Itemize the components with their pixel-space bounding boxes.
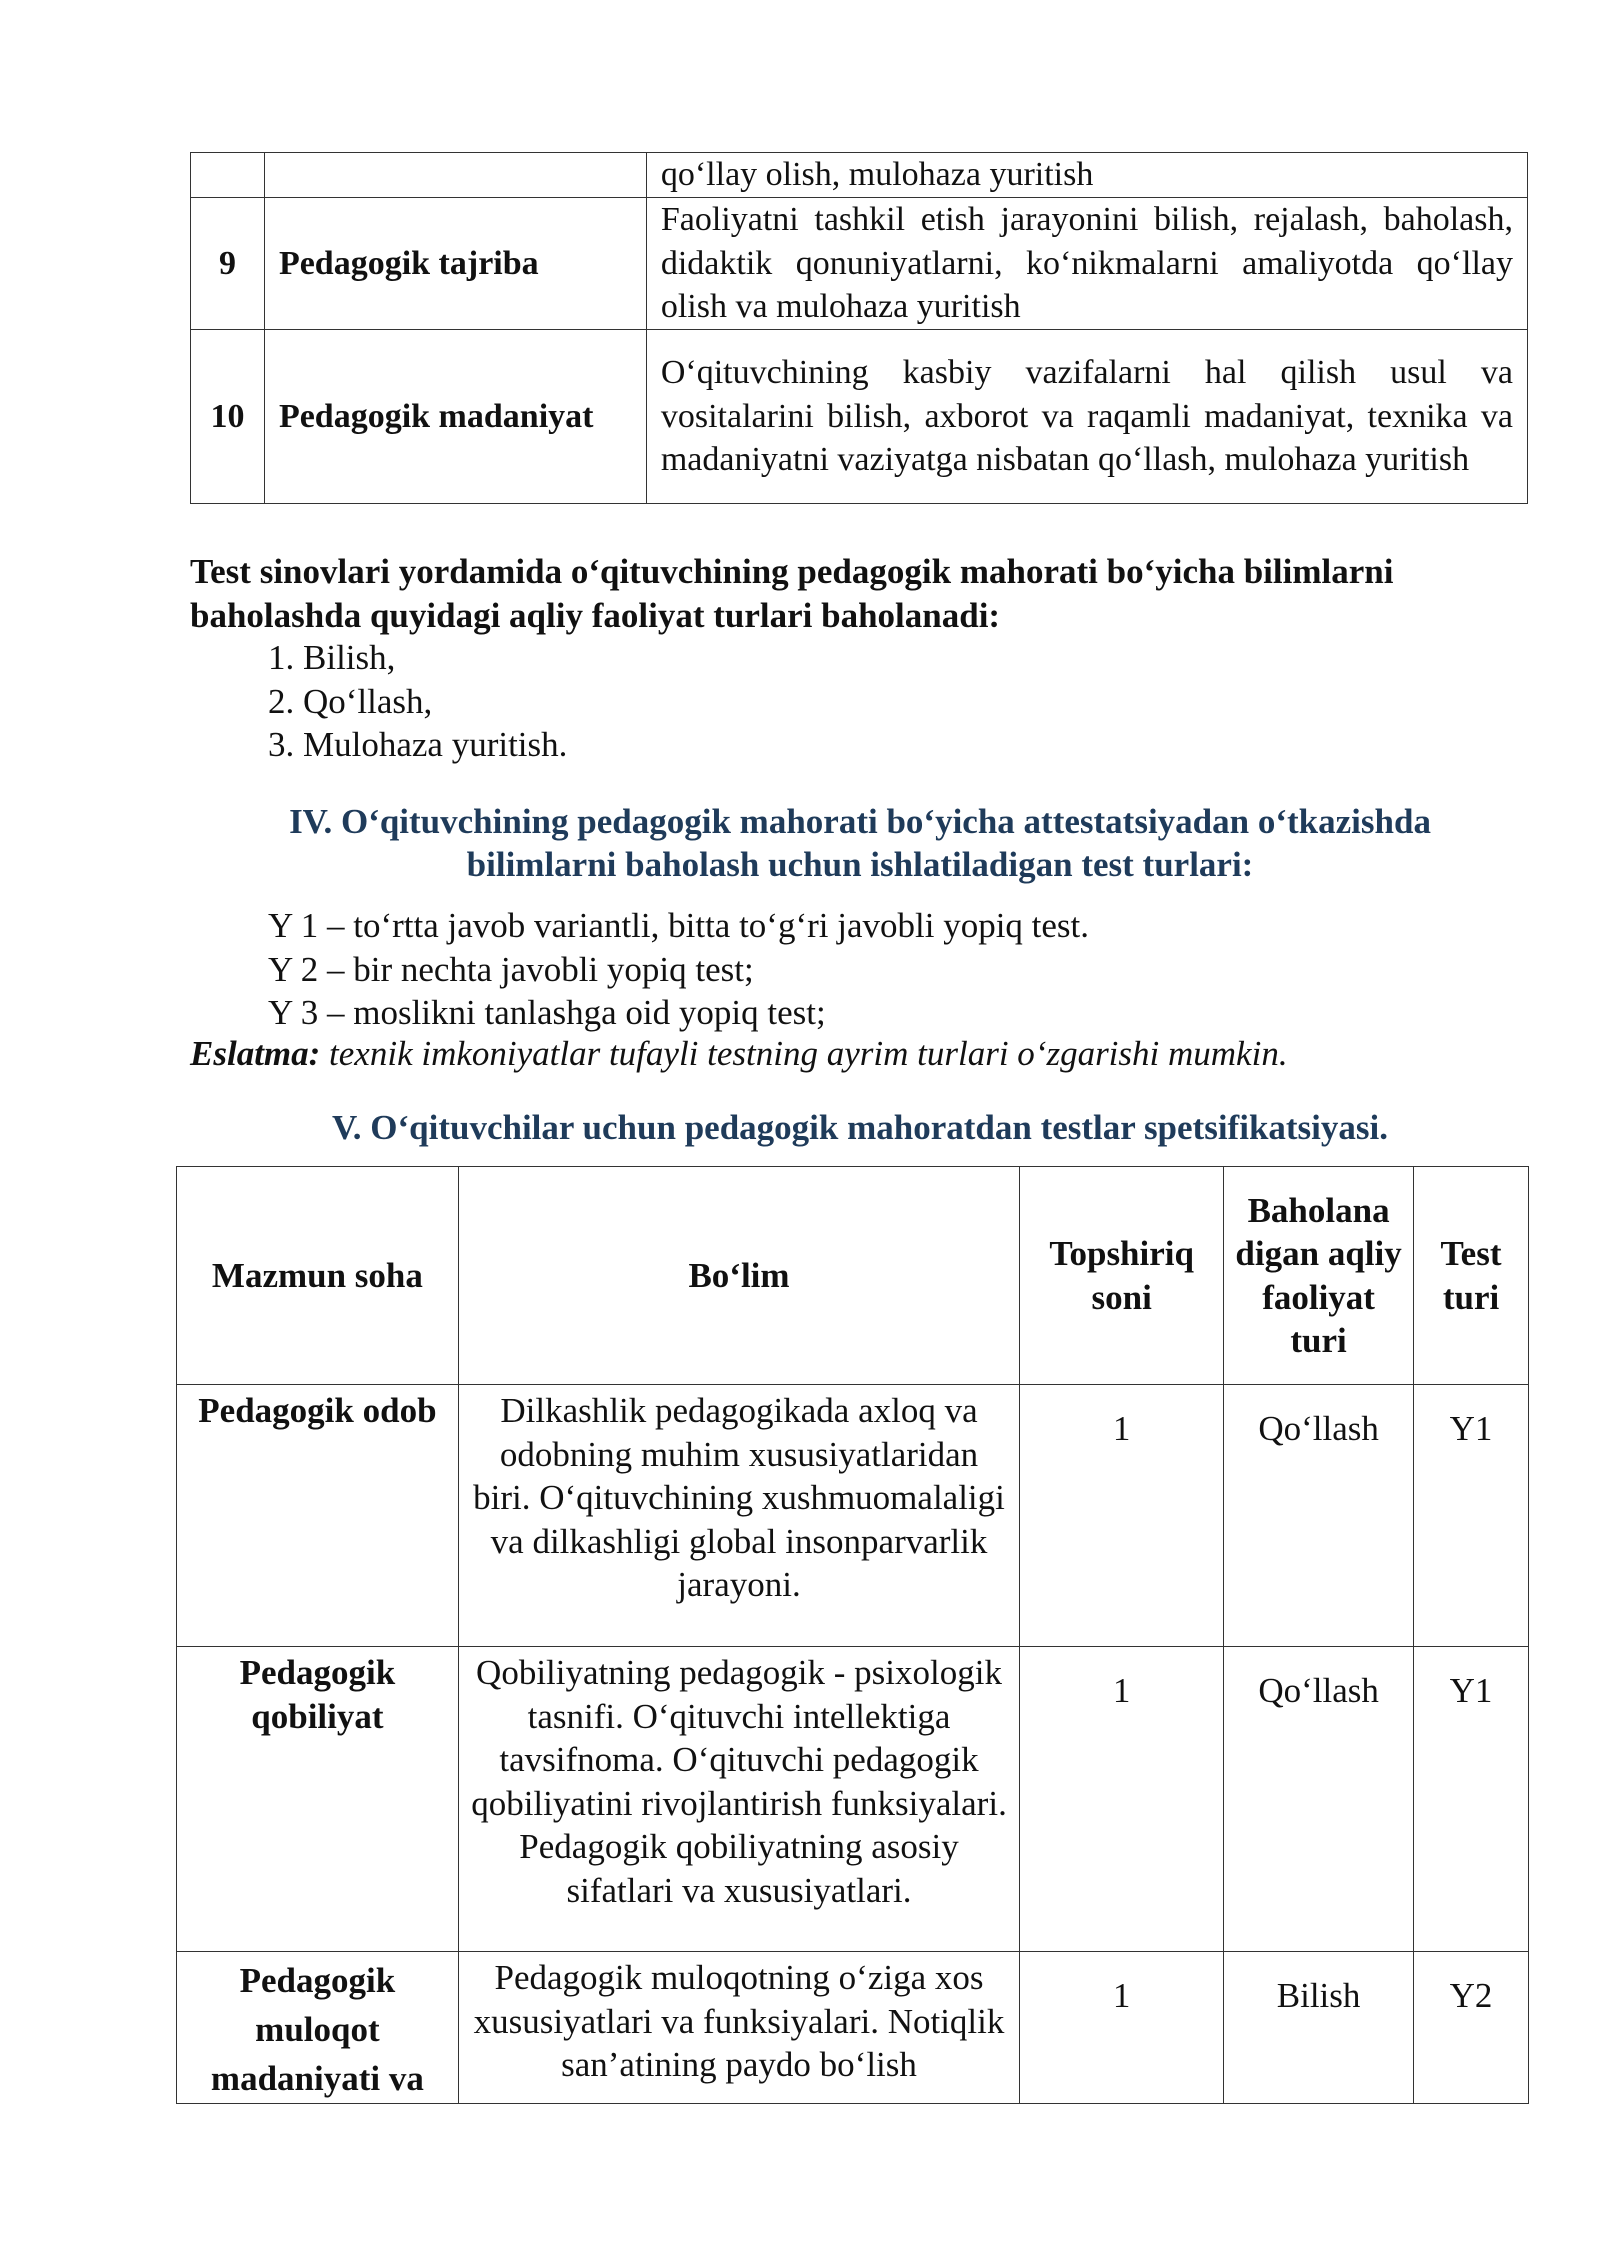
note-text: texnik imkoniyatlar tufayli testning ayrim turlari o‘zgarishi mumkin. bbox=[329, 1034, 1288, 1073]
list-item: 1. Bilish, bbox=[268, 638, 396, 677]
specification-table bbox=[176, 1166, 1529, 2104]
table-row bbox=[191, 153, 1528, 198]
test-type-cell: Y1 bbox=[1414, 1385, 1529, 1647]
area-cell: Pedagogik muloqot madaniyati va bbox=[177, 1952, 459, 2104]
test-type-list bbox=[268, 904, 1089, 1035]
row-description: qo‘llay olish, mulohaza yuritish bbox=[646, 153, 1527, 198]
intro-paragraph: Test sinovlari yordamida o‘qituvchining pedagogik mahorati bo‘yicha bilimlarni baholashda quyidagi aqliy faoliyat turlari baholanadi: bbox=[190, 552, 1394, 635]
row-name bbox=[264, 153, 646, 198]
count-cell: 1 bbox=[1020, 1952, 1224, 2104]
area-cell: Pedagogik odob bbox=[177, 1385, 459, 1647]
table-row bbox=[177, 1385, 1529, 1647]
header-test-type: Test turi bbox=[1414, 1167, 1529, 1385]
row-name: Pedagogik tajriba bbox=[264, 198, 646, 330]
row-description: O‘qituvchining kasbiy vazifalarni hal qilish usul va vositalarini bilish, axborot va raqamli madaniyat, texnika va madaniyatni vaziyatga nisbatan qo‘llash, mulohaza yuritish bbox=[646, 330, 1527, 504]
test-type-cell: Y2 bbox=[1414, 1952, 1529, 2104]
section-cell: Dilkashlik pedagogikada axloq va odobning muhim xususiyatlaridan biri. O‘qituvchining xushmuomalaligi va dilkashligi global insonparvarlik jarayoni. bbox=[458, 1385, 1019, 1647]
row-number bbox=[191, 153, 265, 198]
list-item: Y 3 – moslikni tanlashga oid yopiq test; bbox=[268, 993, 826, 1032]
section-heading-iv: IV. O‘qituvchining pedagogik mahorati bo‘yicha attestatsiyadan o‘tkazishda bilimlarni baholash uchun ishlatiladigan test turlari: bbox=[289, 802, 1431, 884]
section-heading-v: V. O‘qituvchilar uchun pedagogik mahoratdan testlar spetsifikatsiyasi. bbox=[332, 1108, 1388, 1147]
count-cell: 1 bbox=[1020, 1385, 1224, 1647]
activity-list bbox=[268, 636, 567, 767]
section-cell: Pedagogik muloqotning o‘ziga xos xususiyatlari va funksiyalari. Notiqlik san’atining paydo bo‘lish bbox=[458, 1952, 1019, 2104]
note-label: Eslatma: bbox=[190, 1034, 321, 1073]
table-row bbox=[191, 198, 1528, 330]
row-number: 9 bbox=[191, 198, 265, 330]
table-header-row bbox=[177, 1167, 1529, 1385]
test-type-cell: Y1 bbox=[1414, 1647, 1529, 1952]
list-item: 2. Qo‘llash, bbox=[268, 681, 433, 721]
table-row bbox=[177, 1952, 1529, 2104]
area-cell: Pedagogik qobiliyat bbox=[177, 1647, 459, 1952]
header-area: Mazmun soha bbox=[177, 1167, 459, 1385]
table-row bbox=[191, 330, 1528, 504]
header-section: Bo‘lim bbox=[458, 1167, 1019, 1385]
competency-table bbox=[190, 152, 1528, 504]
list-item: Y 1 – to‘rtta javob variantli, bitta to‘g‘ri javobli yopiq test. bbox=[268, 906, 1090, 945]
activity-cell: Qo‘llash bbox=[1224, 1647, 1414, 1952]
list-item: Y 2 – bir nechta javobli yopiq test; bbox=[268, 949, 754, 989]
header-activity: Baholana digan aqliy faoliyat turi bbox=[1224, 1167, 1414, 1385]
table-row bbox=[177, 1647, 1529, 1952]
count-cell: 1 bbox=[1020, 1647, 1224, 1952]
activity-cell: Qo‘llash bbox=[1224, 1385, 1414, 1647]
section-cell: Qobiliyatning pedagogik - psixologik tasnifi. O‘qituvchi intellektiga tavsifnoma. O‘qituvchi pedagogik qobiliyatini rivojlantirish funksiyalari. Pedagogik qobiliyatning asosiy sifatlari va xususiyatlari. bbox=[458, 1647, 1019, 1952]
row-number: 10 bbox=[191, 330, 265, 504]
list-item: 3. Mulohaza yuritish. bbox=[268, 725, 568, 764]
row-name: Pedagogik madaniyat bbox=[264, 330, 646, 504]
row-description: Faoliyatni tashkil etish jarayonini bilish, rejalash, baholash, didaktik qonuniyatlarni, ko‘nikmalarni amaliyotda qo‘llay olish va mulohaza yuritish bbox=[646, 198, 1527, 330]
activity-cell: Bilish bbox=[1224, 1952, 1414, 2104]
note bbox=[190, 1032, 1288, 1076]
header-count: Topshiriq soni bbox=[1020, 1167, 1224, 1385]
